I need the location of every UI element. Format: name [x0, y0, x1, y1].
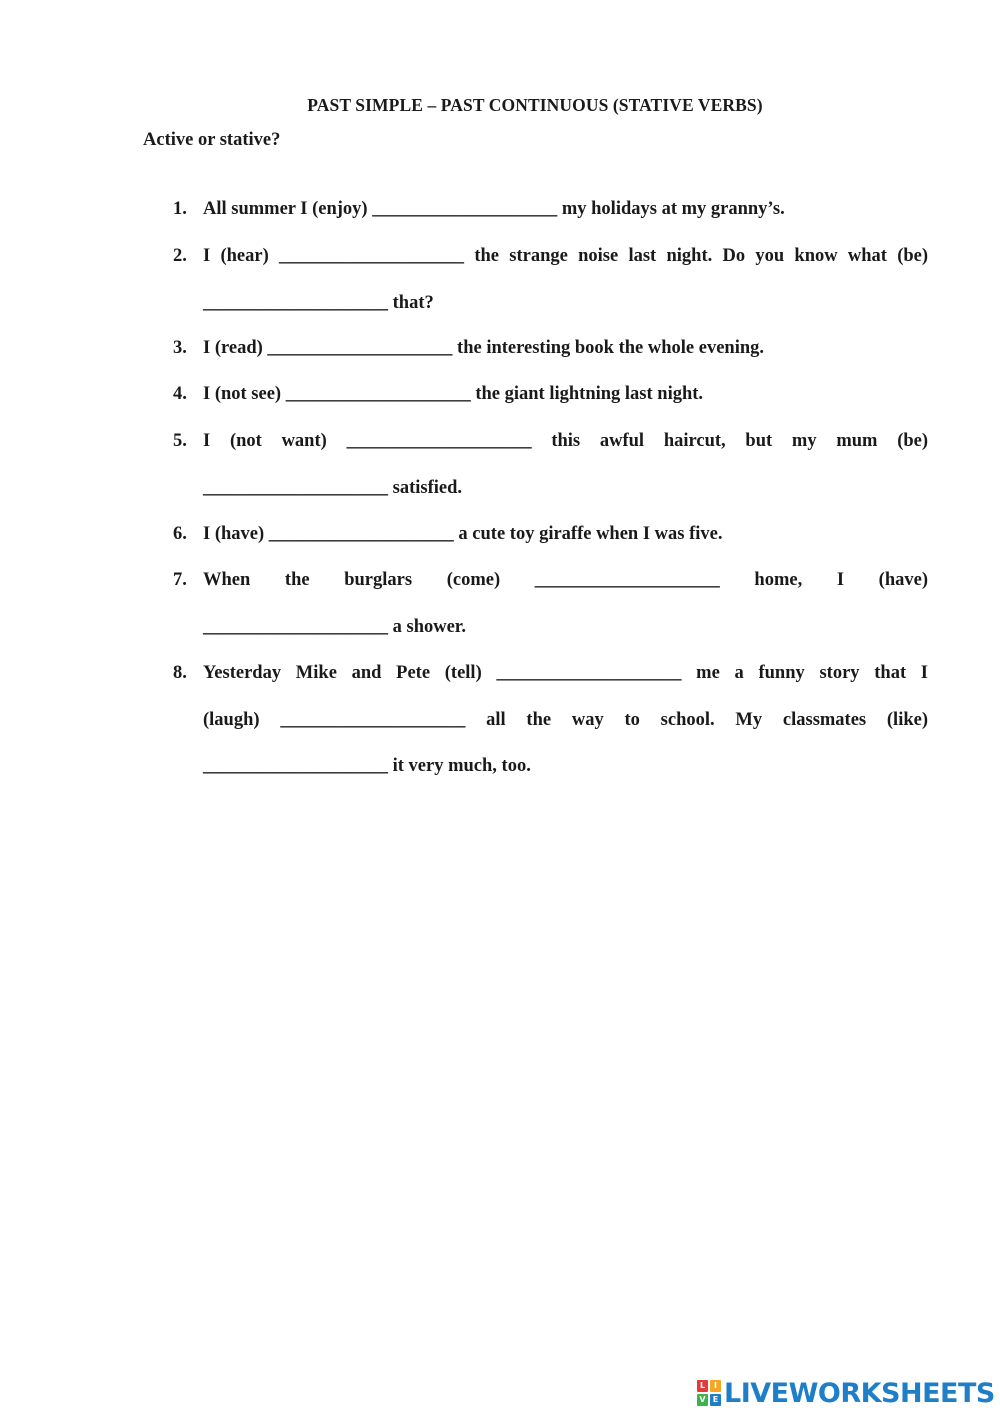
exercise-continuation-text: me a funny story that I [696, 663, 929, 683]
answer-blank[interactable]: ____________________ [203, 616, 388, 637]
logo-mark-e: E [710, 1394, 721, 1406]
logo-mark-l: L [697, 1380, 708, 1392]
answer-blank[interactable]: ____________________ [267, 338, 453, 358]
exercise-number: 7. [173, 570, 187, 590]
exercise-prompt-text: I (hear) [203, 246, 269, 266]
exercise-number: 3. [173, 338, 187, 358]
exercise-continuation-text: the giant lightning last night. [475, 384, 704, 404]
exercise-continuation-text: a cute toy giraffe when I was five. [458, 524, 723, 544]
exercise-line [203, 338, 928, 362]
exercise-prompt-text: When the burglars (come) [203, 570, 501, 590]
exercise-line [203, 524, 928, 548]
exercise-prompt-text: All summer I (enjoy) [203, 199, 368, 219]
exercise-continuation-text: all the way to school. My classmates (like) [486, 709, 928, 730]
answer-blank[interactable]: ____________________ [279, 246, 465, 266]
answer-blank[interactable]: ____________________ [496, 663, 682, 683]
exercise-continuation-text: this awful haircut, but my mum (be) [551, 431, 929, 451]
logo-mark-i: I [710, 1380, 721, 1392]
exercise-number: 8. [173, 663, 187, 683]
answer-blank[interactable]: ____________________ [203, 477, 388, 498]
instructions-heading: Active or stative? [143, 130, 281, 150]
exercise-continuation-text: satisfied. [392, 477, 462, 498]
answer-blank[interactable]: ____________________ [268, 524, 454, 544]
answer-blank[interactable]: ____________________ [203, 292, 388, 313]
exercise-number: 1. [173, 199, 187, 219]
exercise-line [203, 663, 928, 687]
exercise-continuation-text: a shower. [392, 616, 466, 637]
exercise-continuation-text: that? [392, 292, 434, 313]
exercise-continuation-text: it very much, too. [392, 756, 531, 776]
exercise-continuation-text: my holidays at my granny’s. [561, 199, 785, 219]
exercise-continuation-text: the strange noise last night. Do you know what (be) [474, 246, 929, 266]
exercise-number: 6. [173, 524, 187, 544]
answer-blank[interactable]: ____________________ [280, 709, 466, 730]
page-title: PAST SIMPLE – PAST CONTINUOUS (STATIVE VERBS) [307, 95, 763, 115]
exercise-line [203, 617, 928, 641]
exercise-prompt-text: I (not want) [203, 431, 327, 451]
liveworksheets-logo-icon [697, 1380, 721, 1406]
exercise-prompt-text: I (read) [203, 338, 263, 358]
exercise-line [203, 199, 928, 223]
exercise-number: 4. [173, 384, 187, 404]
exercise-line [203, 478, 928, 502]
exercise-line [203, 293, 928, 317]
logo-mark-v: V [697, 1394, 708, 1406]
exercise-number: 5. [173, 431, 187, 451]
exercise-line [203, 570, 928, 594]
answer-blank[interactable]: ____________________ [346, 431, 532, 451]
exercise-prompt-text: (laugh) [203, 709, 260, 730]
answer-blank[interactable]: ____________________ [203, 756, 388, 776]
exercise-line [203, 756, 928, 780]
answer-blank[interactable]: ____________________ [534, 570, 720, 590]
exercise-prompt-text: I (have) [203, 524, 265, 544]
exercise-prompt-text: I (not see) [203, 384, 282, 404]
logo-text: LIVEWORKSHEETS [724, 1377, 995, 1409]
exercise-line [203, 384, 928, 408]
liveworksheets-logo [697, 1378, 995, 1408]
exercise-continuation-text: the interesting book the whole evening. [457, 338, 764, 358]
exercise-prompt-text: Yesterday Mike and Pete (tell) [203, 663, 482, 683]
answer-blank[interactable]: ____________________ [372, 199, 558, 219]
exercise-line [203, 710, 928, 734]
exercise-line [203, 431, 928, 455]
exercise-number: 2. [173, 246, 187, 266]
exercise-line [203, 246, 928, 270]
exercise-continuation-text: home, I (have) [754, 570, 928, 590]
answer-blank[interactable]: ____________________ [285, 384, 471, 404]
